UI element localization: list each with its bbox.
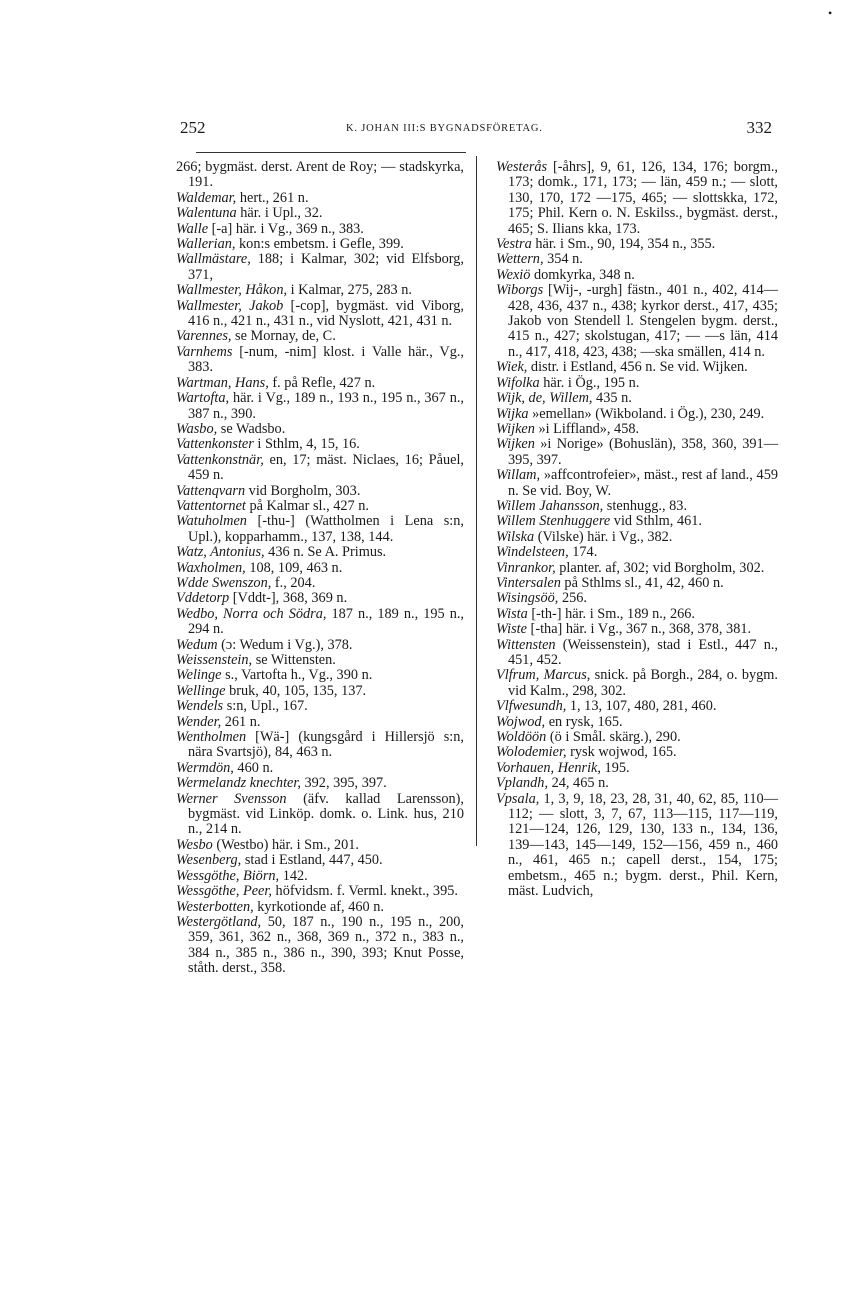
index-entry (176, 561, 464, 576)
entry-heading: Watuholmen (176, 513, 247, 530)
index-entry (176, 730, 464, 761)
entry-heading: Waldemar, (176, 189, 237, 206)
entry-text: s., Vartofta h., Vg., 390 n. (221, 667, 373, 684)
entry-heading: Wermdön, (176, 759, 234, 776)
entry-text: höfvidsm. f. Verml. knekt., 395. (271, 883, 458, 900)
entry-heading: Wender, (176, 713, 222, 730)
entry-heading: Woldöön (496, 729, 547, 746)
entry-heading: Wallmester, Jakob (176, 297, 284, 314)
index-entry (176, 329, 464, 344)
index-entry (496, 422, 778, 437)
index-entry (496, 407, 778, 422)
entry-text: f. på Refle, 427 n. (268, 374, 376, 391)
entry-heading: Wallmästare, (176, 251, 251, 268)
entry-text: [-cop], bygmäst. vid Viborg, 416 n., 421 n., 431 n., vid Nyslott, 421, 431 n. (188, 297, 464, 330)
index-entry (176, 684, 464, 699)
entry-text: vid Sthlm, 461. (610, 513, 702, 530)
entry-text: 266; bygmäst. derst. Arent de Roy; — stadskyrka, 191. (176, 159, 464, 191)
entry-text: stad i Estland, 447, 450. (241, 852, 383, 869)
entry-text: 50, 187 n., 190 n., 195 n., 200, 359, 361, 362 n., 368, 369 n., 372 n., 383 n., 384 n., 385 n., 386 n., 390, 393; Knut Posse, ståth. derst., 358. (188, 913, 464, 977)
entry-heading: Vplandh, (496, 775, 549, 792)
index-entry (496, 468, 778, 499)
entry-heading: Wiborgs (496, 282, 544, 299)
index-entry (176, 453, 464, 484)
entry-text: 1, 13, 107, 480, 281, 460. (566, 698, 717, 715)
entry-heading: Wettern, (496, 251, 544, 268)
entry-text: f., 204. (271, 574, 316, 591)
entry-heading: Willem Stenhuggere (496, 513, 611, 530)
index-entry (496, 622, 778, 637)
entry-text: 188; i Kalmar, 302; vid Elfsborg, 371, (188, 251, 464, 283)
index-entry (176, 715, 464, 730)
entry-text: [Wä-] (kungsgård i Hillersjö s:n, nära Svartsjö), 84, 463 n. (188, 729, 464, 761)
page-number-right: 332 (746, 118, 772, 137)
index-entry (496, 237, 778, 252)
entry-text: här. i Vg., 189 n., 193 n., 195 n., 367 n., 387 n., 390. (188, 390, 464, 422)
page-number-left: 252 (180, 118, 206, 137)
entry-heading: Wojwod, (496, 713, 546, 730)
entry-heading: Wellinge (176, 682, 226, 699)
index-entry (176, 776, 464, 791)
entry-text: »i Liffland», 458. (534, 420, 640, 437)
entry-heading: Wista (496, 605, 528, 622)
entry-heading: Vlfwesundh, (496, 698, 567, 715)
index-entry (496, 514, 778, 529)
entry-text: 354 n. (543, 251, 583, 268)
entry-text: 256. (558, 590, 587, 607)
entry-heading: Wittensten (496, 636, 556, 653)
index-entry (176, 853, 464, 868)
entry-heading: Wisingsöö, (496, 590, 559, 607)
entry-heading: Westerås (496, 159, 548, 175)
index-entry (496, 268, 778, 283)
entry-text: här. i Ög., 195 n. (539, 374, 640, 391)
entry-heading: Vddetorp (176, 590, 230, 607)
entry-heading: Wedum (176, 636, 218, 653)
entry-heading: Watz, Antonius, (176, 544, 265, 561)
entry-text: [-tha] här. i Vg., 367 n., 368, 378, 381. (526, 621, 752, 638)
entry-heading: Wijka (496, 405, 529, 422)
entry-text: en, 17; mäst. Niclaes, 16; Påuel, 459 n. (188, 451, 464, 484)
index-entry (176, 545, 464, 560)
entry-heading: Wallerian, (176, 236, 236, 253)
index-entry (496, 699, 778, 714)
entry-text: 174. (568, 544, 598, 561)
entry-heading: Vinrankor, (496, 559, 556, 576)
column-divider (476, 156, 477, 846)
entry-text: (Weissenstein), stad i Estl., 447 n., 451, 452. (508, 636, 778, 668)
entry-text: [-th-] här. i Sm., 189 n., 266. (527, 605, 695, 622)
entry-heading: Wessgöthe, Peer, (176, 883, 272, 900)
index-entry (496, 730, 778, 745)
index-entry (176, 576, 464, 591)
entry-text: [-a] här. i Vg., 369 n., 383. (208, 220, 364, 237)
index-entry (496, 561, 778, 576)
index-entry (496, 668, 778, 699)
index-entry (176, 792, 464, 838)
entry-heading: Wartman, Hans, (176, 374, 269, 391)
entry-heading: Vattentornet (176, 497, 246, 514)
entry-heading: Wiste (496, 621, 527, 638)
stray-mark: • (828, 6, 833, 20)
index-entry (496, 715, 778, 730)
index-entry (496, 437, 778, 468)
entry-text: 108, 109, 463 n. (245, 559, 343, 576)
entry-text: »i Norige» (Bohuslän), 358, 360, 391—395, 397. (508, 436, 778, 468)
index-entry (176, 437, 464, 452)
entry-heading: Vorhauen, Henrik, (496, 759, 601, 776)
entry-text: (Vilske) här. i Vg., 382. (534, 528, 673, 545)
top-rule (196, 152, 466, 153)
entry-heading: Werner Svensson (176, 790, 287, 807)
entry-heading: Wexiö (496, 266, 531, 283)
index-entry (176, 345, 464, 376)
entry-text: 195. (600, 759, 630, 776)
entry-heading: Wijk, de, Willem, (496, 390, 593, 407)
entry-heading: Wessgöthe, Biörn, (176, 867, 280, 884)
entry-heading: Waxholmen, (176, 559, 246, 576)
entry-text: 460 n. (233, 759, 274, 776)
entry-heading: Windelsteen, (496, 544, 569, 561)
index-entry (176, 915, 464, 977)
index-entry (176, 668, 464, 683)
index-entry (176, 191, 464, 206)
entry-heading: Wdde Swenszon, (176, 574, 272, 591)
entry-heading: Willem Jahansson, (496, 497, 604, 514)
index-entry (176, 252, 464, 283)
entry-text: 392, 395, 397. (300, 775, 387, 792)
index-entry (176, 699, 464, 714)
entry-heading: Westergötland, (176, 913, 262, 930)
entry-heading: Wifolka (496, 374, 540, 391)
entry-text: en rysk, 165. (545, 713, 623, 730)
index-entry (176, 653, 464, 668)
entry-text: (äfv. kallad Larensson), bygmäst. vid Linköp. domk. o. Link. hus, 210 n., 214 n. (188, 790, 464, 838)
index-entry (496, 360, 778, 375)
index-entry (176, 160, 464, 191)
entry-text: här. i Sm., 90, 194, 354 n., 355. (531, 236, 716, 253)
entry-text: [-åhrs], 9, 61, 126, 134, 176; borgm., 173; domk., 171, 173; — län, 459 n.; — slott, 130, 170, 172 —175, 465; — slottskka, 172, 175; Phil. Kern o. N. Eskilss., bygmäst. derst., 465; S. Ilians kka, 173. (508, 159, 778, 237)
entry-heading: Varennes, (176, 328, 232, 345)
index-entry (496, 761, 778, 776)
index-entry (496, 638, 778, 669)
entry-text: 24, 465 n. (548, 775, 609, 792)
entry-text: i Kalmar, 275, 283 n. (287, 282, 412, 299)
index-entry (176, 761, 464, 776)
index-entry (496, 391, 778, 406)
index-entry (496, 283, 778, 360)
index-entry (496, 376, 778, 391)
index-entry (176, 299, 464, 330)
index-entry (496, 499, 778, 514)
entry-heading: Wesenberg, (176, 852, 242, 869)
index-entry (176, 499, 464, 514)
entry-text: kon:s embetsm. i Gefle, 399. (235, 236, 404, 253)
entry-text: 261 n. (221, 713, 261, 730)
index-entry (496, 792, 778, 900)
entry-heading: Varnhems (176, 343, 233, 360)
entry-heading: Vestra (496, 236, 532, 253)
entry-text: se Wadsbo. (217, 420, 286, 437)
entry-heading: Vattenkonster (176, 436, 254, 453)
index-entry (496, 576, 778, 591)
entry-text: hert., 261 n. (236, 189, 309, 206)
entry-text: 142. (279, 867, 308, 884)
entry-heading: Vlfrum, Marcus, (496, 667, 591, 684)
page-header (178, 118, 772, 144)
entry-heading: Wedbo, Norra och Södra, (176, 605, 327, 622)
index-entry (176, 376, 464, 391)
entry-text: se Mornay, de, C. (231, 328, 336, 345)
entry-text: stenhugg., 83. (603, 497, 688, 514)
entry-heading: Vattenkonstnär, (176, 451, 264, 468)
index-entry (496, 252, 778, 267)
index-entry (176, 869, 464, 884)
entry-text: 436 n. Se A. Primus. (264, 544, 387, 561)
entry-heading: Wiek, (496, 359, 528, 376)
index-entry (176, 222, 464, 237)
entry-text: 187 n., 189 n., 195 n., 294 n. (188, 605, 464, 638)
entry-text: [-thu-] (Wattholmen i Lena s:n, Upl.), kopparhamm., 137, 138, 144. (188, 513, 464, 545)
entry-text: (Westbo) här. i Sm., 201. (212, 836, 359, 853)
entry-heading: Wartofta, (176, 390, 230, 407)
entry-text: 1, 3, 9, 18, 23, 28, 31, 40, 62, 85, 110—112; — slott, 3, 7, 67, 113—115, 117—119, 121—124, 126, 129, 130, 133 n., 134, 136, 139—143, 145—149, 152—156, 459 n., 460 n., 461, 465 n.; capell derst., 154, 175; embetsm., 465 n.; bygm. derst., Phil. Kern, mäst. Ludvich, (508, 790, 778, 900)
entry-heading: Vpsala, (496, 790, 540, 807)
entry-text: »affcontrofeier», mäst., rest af land., 459 n. Se vid. Boy, W. (508, 467, 778, 499)
entry-text: (ö i Smål. skärg.), 290. (546, 729, 681, 746)
entry-heading: Westerbotten, (176, 898, 254, 915)
entry-heading: Willam, (496, 467, 541, 484)
right-column (496, 160, 778, 900)
index-entry (176, 283, 464, 298)
entry-text: domkyrka, 348 n. (530, 266, 635, 283)
entry-text: [Vddt-], 368, 369 n. (229, 590, 348, 607)
entry-text: kyrkotionde af, 460 n. (253, 898, 384, 915)
index-entry (176, 638, 464, 653)
running-title: K. JOHAN III:S BYGNADSFÖRETAG. (346, 123, 543, 134)
entry-heading: Wijken (496, 436, 535, 453)
index-entry (176, 422, 464, 437)
entry-text: s:n, Upl., 167. (223, 698, 308, 715)
entry-heading: Walentuna (176, 205, 237, 222)
index-entry (176, 591, 464, 606)
entry-heading: Wolodemier, (496, 744, 567, 761)
index-entry (176, 884, 464, 899)
entry-heading: Wesbo (176, 836, 213, 853)
entry-heading: Wermelandz knechter, (176, 775, 301, 792)
entry-heading: Welinge (176, 667, 222, 684)
index-entry (496, 530, 778, 545)
index-entry (176, 484, 464, 499)
entry-heading: Wijken (496, 420, 535, 437)
entry-text: 435 n. (592, 390, 632, 407)
entry-text: snick. på Borgh., 284, o. bygm. vid Kalm., 298, 302. (508, 667, 778, 699)
entry-heading: Vattenqvarn (176, 482, 246, 499)
entry-text: här. i Upl., 32. (236, 205, 323, 222)
entry-text: »emellan» (Wikboland. i Ög.), 230, 249. (528, 405, 765, 422)
entry-heading: Wendels (176, 698, 224, 715)
entry-text: distr. i Estland, 456 n. Se vid. Wijken. (527, 359, 748, 376)
index-entry (496, 776, 778, 791)
entry-text: (ɔ: Wedum i Vg.), 378. (217, 636, 353, 653)
entry-heading: Wallmester, Håkon, (176, 282, 288, 299)
index-entry (176, 206, 464, 221)
entry-text: bruk, 40, 105, 135, 137. (225, 682, 367, 699)
entry-heading: Wilska (496, 528, 535, 545)
entry-heading: Wentholmen (176, 729, 247, 746)
index-entry (176, 391, 464, 422)
index-entry (176, 237, 464, 252)
entry-text: [Wij-, -urgh] fästn., 401 n., 402, 414—428, 436, 437 n., 438; kyrkor derst., 417, 435; Jakob von Stendell l. Stengelen bygm. derst., 415 n., 427; skolstugan, 417; — —s län, 414 n., 417, 418, 423, 438; —ska smällen, 414 n. (508, 282, 778, 360)
entry-text: på Sthlms sl., 41, 42, 460 n. (560, 574, 724, 591)
index-entry (176, 900, 464, 915)
entry-text: på Kalmar sl., 427 n. (245, 497, 369, 514)
entry-heading: Vintersalen (496, 574, 561, 591)
entry-heading: Wasbo, (176, 420, 218, 437)
entry-text: planter. af, 302; vid Borgholm, 302. (555, 559, 765, 576)
index-entry (496, 545, 778, 560)
entry-heading: Walle (176, 220, 209, 237)
index-entry (176, 838, 464, 853)
entry-text: [-num, -nim] klost. i Valle här., Vg., 383. (188, 343, 464, 376)
index-entry (496, 591, 778, 606)
index-entry (496, 745, 778, 760)
entry-text: i Sthlm, 4, 15, 16. (253, 436, 360, 453)
index-entry (496, 160, 778, 237)
entry-text: se Wittensten. (252, 652, 336, 668)
index-entry (496, 607, 778, 622)
entry-text: vid Borgholm, 303. (245, 482, 361, 499)
index-entry (176, 514, 464, 545)
index-entry (176, 607, 464, 638)
left-column (176, 160, 464, 977)
entry-heading: Weissenstein, (176, 652, 253, 668)
entry-text: rysk wojwod, 165. (566, 744, 677, 761)
